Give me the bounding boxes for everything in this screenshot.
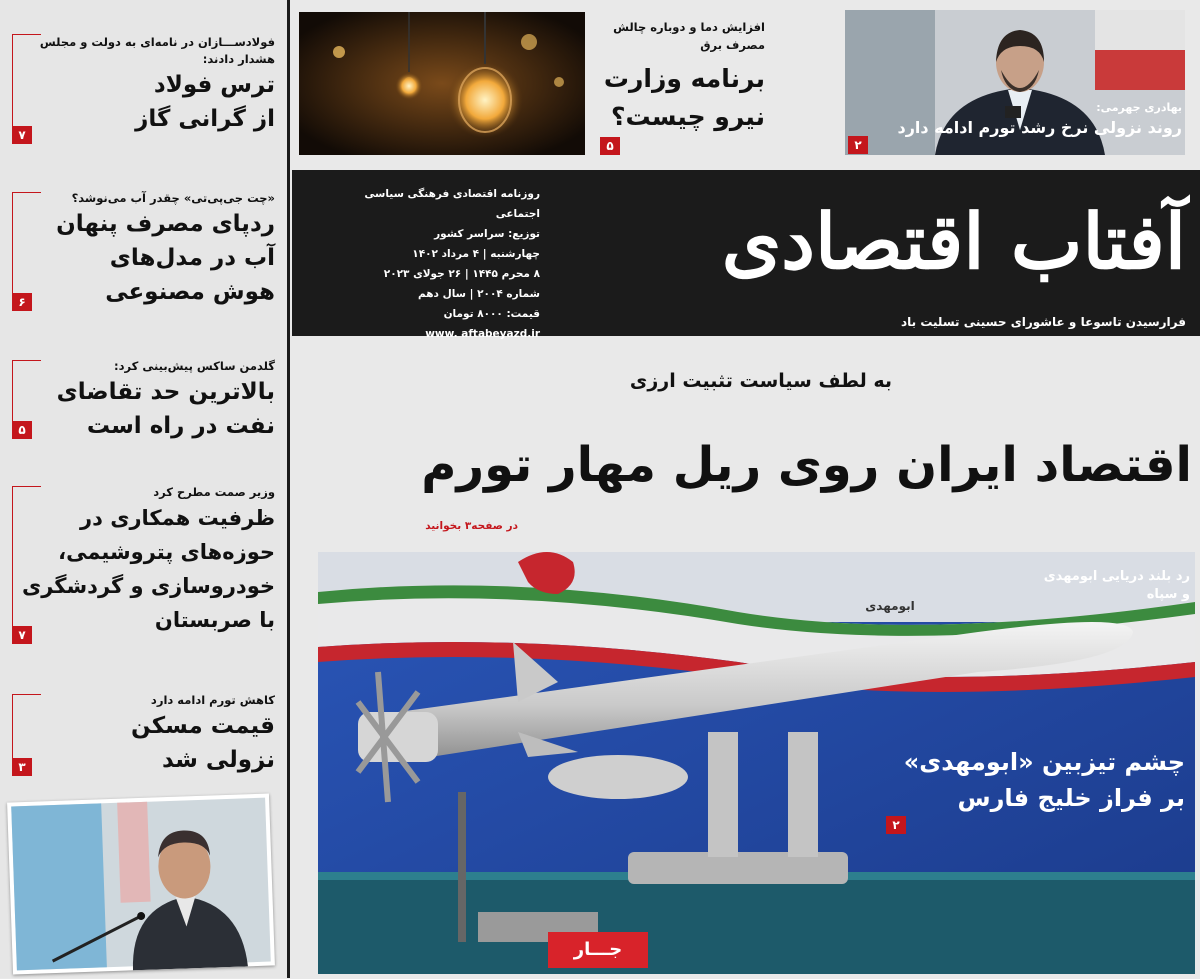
info-line: قیمت: ۸۰۰۰ تومان	[443, 308, 540, 320]
item-headline-line: ظرفیت همکاری در	[80, 506, 275, 530]
main-page-reference[interactable]: در صفحه۳ بخوانید	[425, 520, 518, 532]
main-headline[interactable]: اقتصاد ایران روی ریل مهار تورم	[421, 437, 1192, 493]
sidebar	[0, 0, 290, 978]
website-link[interactable]: www. aftabeyazd.ir	[425, 328, 540, 340]
top-right-subhead: بهادری جهرمی:	[1096, 101, 1182, 114]
top-left-photo	[299, 12, 585, 155]
item-headline-line: با صربستان	[154, 608, 275, 632]
info-line: ۸ محرم ۱۴۴۵ | ۲۶ جولای ۲۰۲۳	[383, 268, 540, 280]
item-subhead: فولادســـازان در نامه‌ای به دولت و مجلس هشدار دادند:	[39, 35, 275, 66]
item-subhead: «چت جی‌پی‌تی» چقدر آب می‌نوشد؟	[71, 191, 275, 205]
sidebar-item-housing[interactable]	[13, 692, 275, 777]
top-right-story[interactable]	[870, 101, 1182, 141]
page-number-badge: ۵	[12, 421, 32, 439]
newspaper-logo[interactable]: آفتاب اقتصادی	[721, 197, 1186, 286]
top-left-headline-line: برنامه وزارت	[603, 64, 765, 93]
photo-headline-line: چشم تیزبین «ابومهدی»	[903, 748, 1185, 776]
top-left-headline-line: نیرو چیست؟	[610, 102, 765, 131]
item-subhead: کاهش تورم ادامه دارد	[150, 693, 275, 707]
item-headline-line: ترس فولاد	[153, 72, 275, 98]
masthead-tagline: فرارسیدن تاسوعا و عاشورای حسینی تسلیت باد	[900, 315, 1186, 329]
sidebar-item-chatgpt-water[interactable]	[13, 190, 275, 309]
minister-photo	[7, 793, 275, 974]
sidebar-item-oil-demand[interactable]	[13, 358, 275, 443]
photo-small-caption-line: رد بلند دریایی ابومهدی	[1043, 569, 1190, 584]
info-line: چهارشنبه | ۴ مرداد ۱۴۰۲	[412, 248, 540, 260]
item-subhead: گلدمن ساکس پیش‌بینی کرد:	[113, 359, 275, 373]
photo-source-tag: جـــار	[548, 932, 648, 968]
item-headline-line: نزولی شد	[161, 747, 275, 773]
item-headline-line: خودروسازی و گردشگری	[22, 574, 275, 598]
item-headline-line: آب در مدل‌های	[109, 245, 275, 271]
info-line: روزنامه اقتصادی فرهنگی سیاسی اجتماعی	[364, 188, 540, 220]
top-left-subhead: افزایش دما و دوباره چالش مصرف برق	[613, 20, 765, 52]
item-headline-line: نفت در راه است	[86, 413, 275, 439]
masthead	[292, 170, 1200, 340]
info-line: توزیع: سراسر کشور	[434, 228, 540, 240]
item-headline-line: بالاترین حد تقاضای	[56, 379, 275, 405]
photo-small-caption-line: و سپاه	[1146, 587, 1190, 602]
page-number-badge: ۶	[12, 293, 32, 311]
page-number-badge: ۲	[886, 816, 906, 834]
missile-label: ابومهدی	[865, 599, 915, 613]
page-number-badge: ۲	[848, 136, 868, 154]
masthead-info	[350, 184, 540, 344]
info-line: شماره ۲۰۰۴ | سال دهم	[418, 288, 540, 300]
item-headline-line: هوش مصنوعی	[105, 279, 275, 305]
page-number-badge: ۵	[600, 137, 620, 155]
sidebar-item-serbia[interactable]	[13, 484, 275, 637]
item-headline-line: حوزه‌های پتروشیمی،	[58, 540, 275, 564]
sidebar-item-steel[interactable]	[13, 34, 275, 136]
page-number-badge: ۳	[12, 758, 32, 776]
page-number-badge: ۷	[12, 126, 32, 144]
top-right-headline: روند نزولی نرخ رشد تورم ادامه دارد	[897, 118, 1182, 137]
top-left-story[interactable]	[595, 18, 765, 136]
item-headline-line: ردپای مصرف پنهان	[56, 211, 275, 237]
photo-story[interactable]	[880, 744, 1185, 816]
photo-headline-line: بر فراز خلیج فارس	[957, 784, 1185, 812]
main-kicker: به لطف سیاست تثبیت ارزی	[629, 370, 892, 392]
minister-photo-frame	[7, 793, 275, 974]
item-headline-line: از گرانی گاز	[135, 106, 275, 132]
page-number-badge: ۷	[12, 626, 32, 644]
item-headline-line: قیمت مسکن	[131, 713, 275, 739]
item-subhead: وزیر صمت مطرح کرد	[153, 485, 275, 499]
